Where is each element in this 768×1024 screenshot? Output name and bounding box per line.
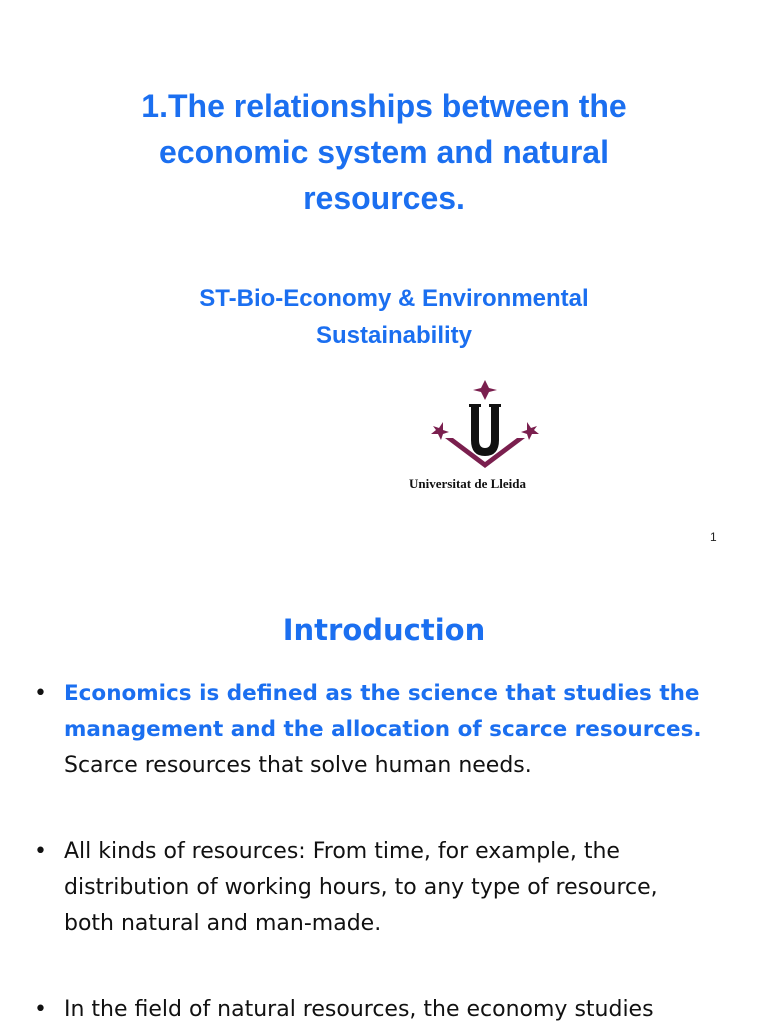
slide-title-line: economic system and natural xyxy=(159,134,609,170)
bullet-highlight-line: management and the allocation of scarce resources. xyxy=(64,717,702,742)
university-logo xyxy=(405,378,570,498)
bullet-text xyxy=(64,834,744,942)
slide-subtitle xyxy=(0,280,768,354)
slide-title-line: 1.The relationships between the xyxy=(141,88,627,124)
bullet-icon: • xyxy=(34,681,47,706)
slide-subtitle-line: ST-Bio-Economy & Environmental xyxy=(199,285,589,312)
bullet-plain-line: distribution of working hours, to any type of resource, xyxy=(64,875,658,900)
bullet-plain-line: All kinds of resources: From time, for example, the xyxy=(64,839,620,864)
bullet-plain-line: In the field of natural resources, the economy studies xyxy=(64,997,654,1022)
slide-title xyxy=(0,83,768,221)
bullet-text xyxy=(64,992,744,1024)
slide-subtitle-line: Sustainability xyxy=(315,322,473,349)
page-number: 1 xyxy=(710,530,717,544)
logo-caption: Universitat de Lleida xyxy=(409,476,526,491)
bullet-icon: • xyxy=(34,839,47,864)
bullet-highlight-line: Economics is defined as the science that studies the xyxy=(64,681,700,706)
bullet-icon: • xyxy=(34,997,47,1022)
bullet-plain-line: Scarce resources that solve human needs. xyxy=(64,753,532,778)
universitat-de-lleida-logo-icon xyxy=(405,378,570,473)
bullet-plain-line: both natural and man-made. xyxy=(64,911,382,936)
bullet-text xyxy=(64,676,744,784)
slide-title-line: resources. xyxy=(303,180,465,216)
section-heading: Introduction xyxy=(282,613,486,647)
